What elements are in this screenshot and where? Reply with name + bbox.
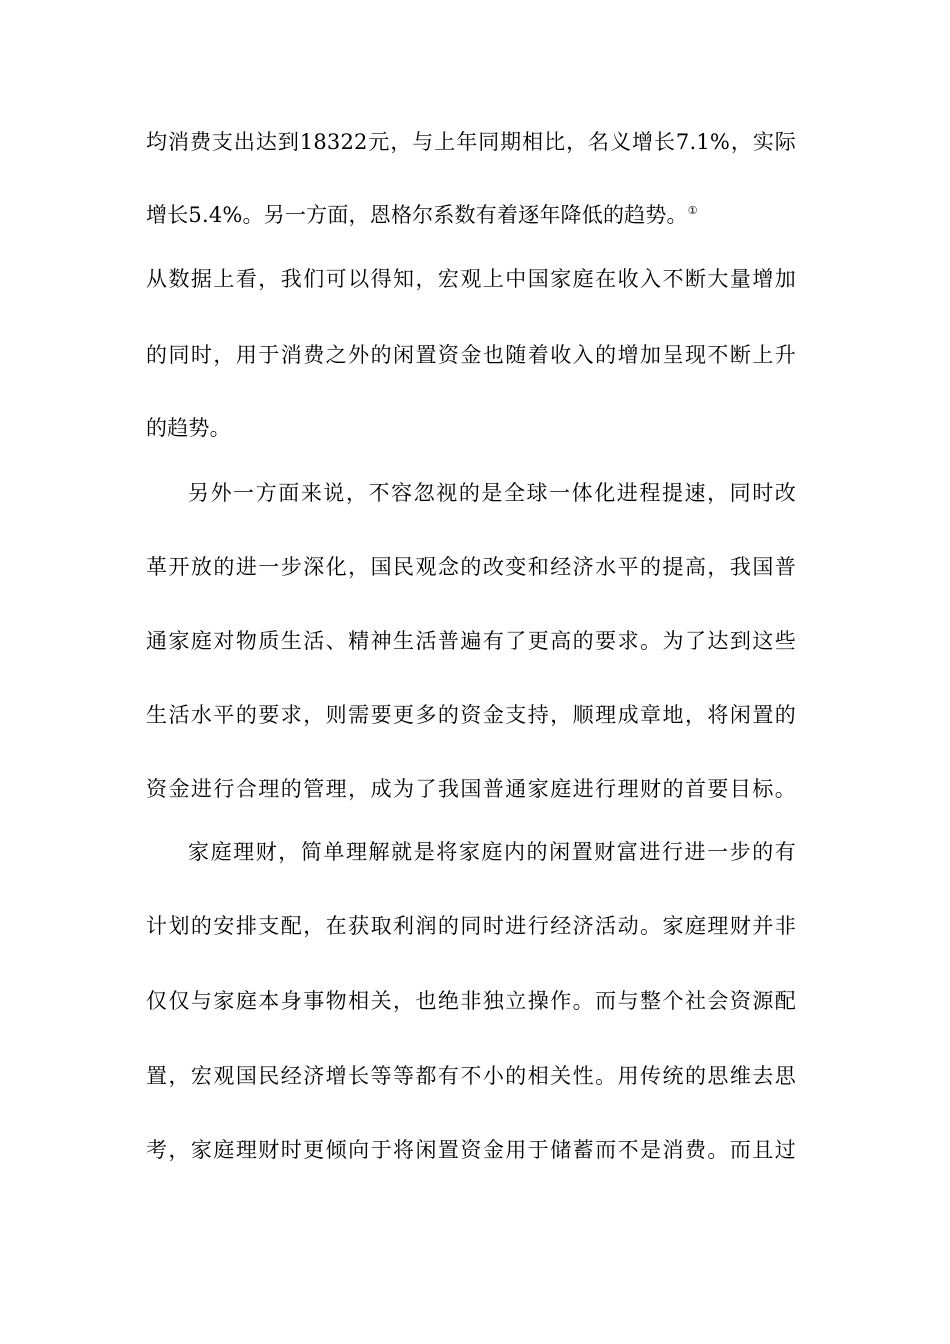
line-text: 考，家庭理财时更倾向于将闲置资金用于储蓄而不是消费。而且过: [146, 1138, 796, 1162]
line-text: 另外一方面来说，不容忽视的是全球一体化进程提速，同时改: [188, 481, 796, 505]
line-text: 增长5.4%。另一方面，恩格尔系数有着逐年降低的趋势。: [146, 203, 688, 227]
paragraph-line: [146, 700, 796, 730]
line-text: 生活水平的要求，则需要更多的资金支持，顺理成章地，将闲置的: [146, 703, 796, 727]
paragraph-line: [146, 911, 796, 941]
paragraph-line: [146, 264, 796, 294]
paragraph-line: [146, 1135, 796, 1165]
paragraph-line: [146, 774, 796, 804]
footnote-marker[interactable]: ①: [687, 204, 698, 217]
paragraph-line: [146, 552, 796, 582]
paragraph-line: [146, 413, 796, 443]
line-text: 的趋势。: [146, 416, 231, 440]
paragraph-line: [146, 1061, 796, 1091]
paragraph-line: [146, 986, 796, 1016]
paragraph-line: [146, 127, 796, 157]
paragraph-line: [146, 340, 796, 370]
paragraph-line: [146, 626, 796, 656]
line-text: 革开放的进一步深化，国民观念的改变和经济水平的提高，我国普: [146, 555, 796, 579]
line-text: 资金进行合理的管理，成为了我国普通家庭进行理财的首要目标。: [146, 777, 796, 801]
line-text: 通家庭对物质生活、精神生活普遍有了更高的要求。为了达到这些: [146, 629, 796, 653]
line-text: 置，宏观国民经济增长等等都有不小的相关性。用传统的思维去思: [146, 1064, 796, 1088]
line-text: 的同时，用于消费之外的闲置资金也随着收入的增加呈现不断上升: [146, 343, 796, 367]
line-text: 家庭理财，简单理解就是将家庭内的闲置财富进行进一步的有: [188, 840, 796, 864]
line-text: 均消费支出达到18322元，与上年同期相比，名义增长7.1%，实际: [146, 130, 796, 154]
line-text: 计划的安排支配，在获取利润的同时进行经济活动。家庭理财并非: [146, 914, 796, 938]
paragraph-first-line: [188, 837, 796, 867]
line-text: 仅仅与家庭本身事物相关，也绝非独立操作。而与整个社会资源配: [146, 989, 796, 1013]
paragraph-first-line: [188, 478, 796, 508]
line-text: 从数据上看，我们可以得知，宏观上中国家庭在收入不断大量增加: [146, 267, 796, 291]
paragraph-line: [146, 200, 796, 230]
